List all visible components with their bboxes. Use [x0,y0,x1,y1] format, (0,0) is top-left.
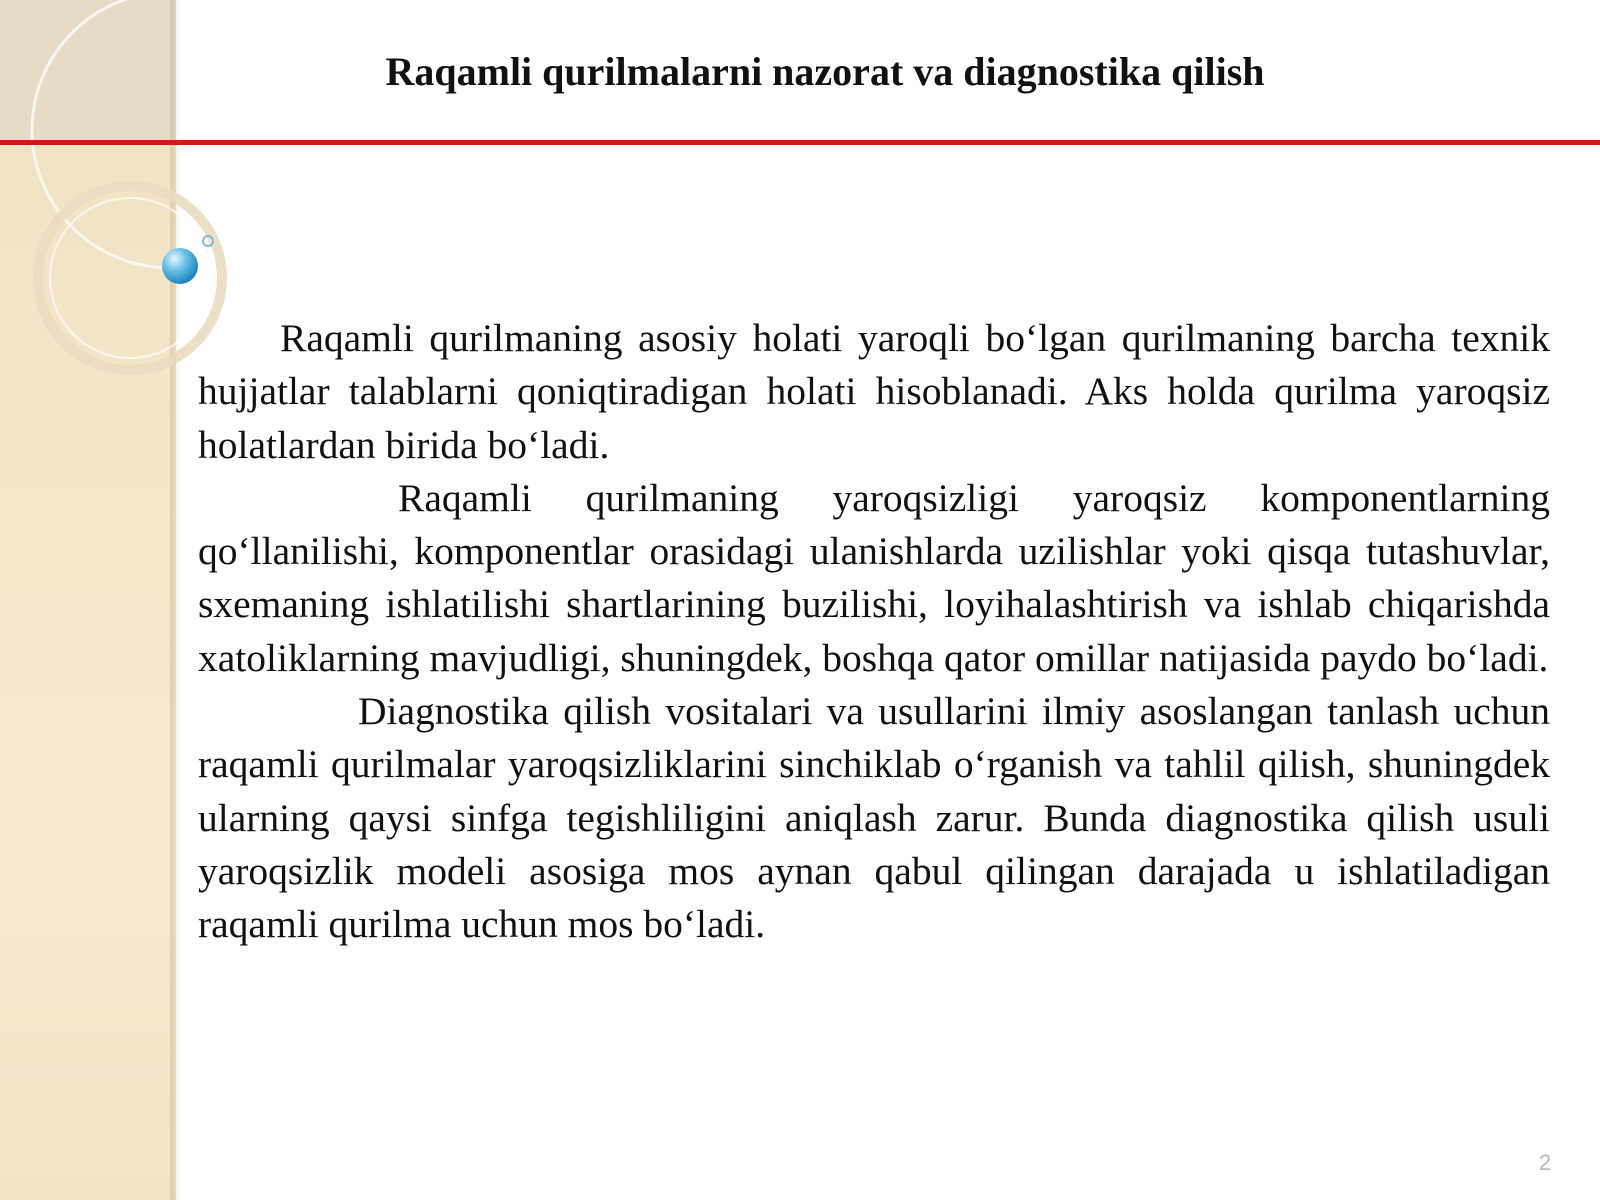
paragraph-1: Raqamli qurilmaning asosiy holati yaroqli bo‘lgan qurilmaning barcha texnik hujjatlar talablarni qoniqtiradigan holati hisoblanadi. Aks holda qurilma yaroqsiz holatlardan birida bo‘ladi. [198,316,1550,467]
page-number: 2 [1538,1150,1552,1175]
mid-ring [38,186,222,370]
title-divider [0,140,1600,145]
body-text [198,312,1550,952]
paragraph-2: Raqamli qurilmaning yaroqsizligi yaroqsiz komponentlarning qo‘llanilishi, komponentlar orasidagi ulanishlarda uzilishlar yoki qisqa tutashuvlar, sxemaning ishlatilishi shartlarining buzilishi, loyihalashtirish va ishlab chiqarishda xatoliklarning mavjudligi, shuningdek, boshqa qator omillar natijasida paydo bo‘ladi. [198,475,1550,680]
blue-bullet-icon [162,248,198,284]
slide-title: Raqamli qurilmalarni nazorat va diagnostika qilish [385,49,1265,94]
paragraph-3: Diagnostika qilish vositalari va usullarini ilmiy asoslangan tanlash uchun raqamli qurilmalar yaroqsizliklarini sinchiklab o‘rganish va tahlil qilish, shuningdek ularning qaysi sinfga tegishliligini aniqlash zarur. Bunda diagnostika qilish usuli yaroqsizlik modeli asosiga mos aynan qabul qilingan darajada u ishlatiladigan raqamli qurilma uchun mos bo‘ladi. [198,689,1550,947]
